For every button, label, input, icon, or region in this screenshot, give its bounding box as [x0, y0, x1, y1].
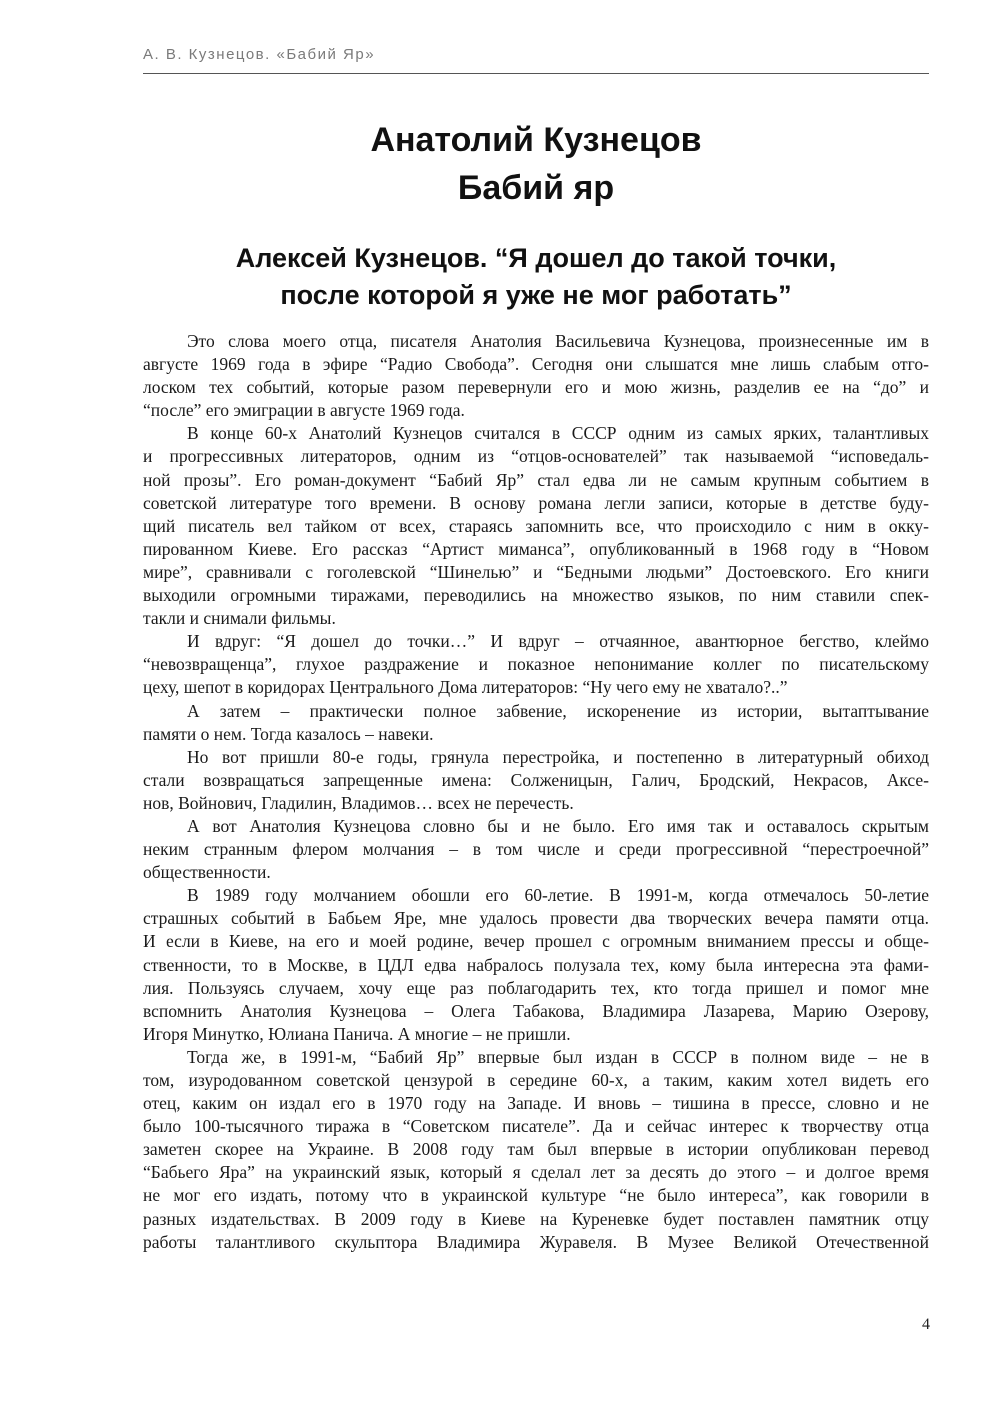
paragraph: [143, 815, 929, 884]
paragraph-line: пированном Киеве. Его рассказ “Артист миманса”, опубликованный в 1968 году в “Новом: [143, 538, 929, 559]
title-book: Бабий яр: [457, 169, 615, 207]
paragraph-line: “невозвращенца”, глухое раздражение и показное непонимание коллег по писательскому: [143, 654, 929, 675]
header-divider: [143, 73, 929, 74]
paragraph-line: мире”, сравнивали с гоголевской “Шинелью” и “Бедными людьми” Достоевского. Его книги: [143, 561, 929, 582]
paragraph-line: общественности.: [143, 862, 271, 883]
paragraph-line: В 1989 году молчанием обошли его 60-летие. В 1991-м, когда отмечалось 50-летие: [187, 885, 929, 906]
paragraph-line: нов, Войнович, Гладилин, Владимов… всех не перечесть.: [143, 792, 574, 813]
paragraph: [143, 700, 929, 746]
paragraph-line: “после” его эмиграции в августе 1969 года.: [143, 400, 465, 421]
paragraph-line: советской литературе того времени. В основу романа легли записи, которые в детстве буду-: [143, 492, 929, 513]
paragraph-line: Игоря Минутко, Юлиана Панича. А многие – не пришли.: [143, 1023, 571, 1044]
book-title: [143, 116, 929, 212]
paragraph-line: стали возвращаться запрещенные имена: Солженицын, Галич, Бродский, Некрасов, Аксе-: [143, 769, 929, 790]
paragraph: [143, 884, 929, 1046]
paragraph: [143, 630, 929, 699]
chapter-heading-line: после которой я уже не мог работать”: [280, 280, 792, 310]
paragraph-line: ной прозы”. Его роман-документ “Бабий Яр” стал едва ли не самым крупным событием в: [143, 469, 929, 490]
paragraph-line: не мог его издать, потому что в украинской культуре “не было интереса”, как говорили в: [143, 1185, 929, 1206]
paragraph-line: лия. Пользуясь случаем, хочу еще раз поблагодарить тех, кто тогда пришел и помог мне: [143, 977, 929, 998]
paragraph: [143, 422, 929, 630]
running-header: А. В. Кузнецов. «Бабий Яр»: [143, 46, 376, 63]
paragraph-line: такли и снимали фильмы.: [143, 608, 336, 629]
paragraph-line: Но вот пришли 80-е годы, грянула перестройка, и постепенно в литературный обиход: [187, 746, 929, 767]
paragraph: [143, 746, 929, 815]
paragraph-line: августе 1969 года в эфире “Радио Свобода”. Сегодня они слышатся мне лишь слабым отго-: [143, 354, 929, 375]
paragraph-line: Это слова моего отца, писателя Анатолия Васильевича Кузнецова, произнесенные им в: [187, 331, 929, 351]
paragraph-line: заметен скорее на Украине. В 2008 году там был впервые в истории опубликован перевод: [143, 1139, 929, 1160]
paragraph-line: страшных событий в Бабьем Яре, мне удалось провести два творческих вечера памяти отца.: [143, 908, 929, 929]
paragraph-line: выходили огромными тиражами, переводились на множество языков, по ним ставили спек-: [143, 585, 929, 606]
paragraph-line: И вдруг: “Я дошел до точки…” И вдруг – отчаянное, авантюрное бегство, клеймо: [187, 631, 929, 652]
paragraph-line: И если в Киеве, на его и моей родине, вечер прошел с огромным вниманием прессы и обще-: [143, 931, 929, 952]
paragraph-line: и прогрессивных литераторов, одним из “отцов-основателей” так называемой “исповедаль-: [143, 446, 929, 467]
paragraph-line: лоском тех событий, которые разом перевернули его и мою жизнь, разделив ее на “до” и: [143, 377, 929, 398]
chapter-heading-line: Алексей Кузнецов. “Я дошел до такой точки,: [235, 243, 837, 273]
paragraph-line: работы талантливого скульптора Владимира Журавеля. В Музее Великой Отечественной: [143, 1231, 929, 1252]
chapter-heading: [143, 240, 929, 314]
title-author: Анатолий Кузнецов: [370, 121, 702, 159]
paragraph-line: неким странным флером молчания – в том числе и среди прогрессивной “перестроечной”: [143, 839, 929, 860]
paragraph-line: памяти о нем. Тогда казалось – навеки.: [143, 723, 434, 744]
paragraph-line: вспомнить Анатолия Кузнецова – Олега Табакова, Владимира Лазарева, Марию Озерову,: [143, 1000, 929, 1021]
page-number: 4: [922, 1316, 930, 1333]
paragraph-line: ственности, то в Москве, в ЦДЛ едва набралось полузала тех, кому была интересна эта фами-: [143, 954, 929, 975]
paragraph-line: “Бабьего Яра” на украинский язык, который я сделал лет за десять до этого – и долгое время: [143, 1162, 929, 1183]
paragraph-line: том, изуродованном советской цензурой в середине 60-х, а таким, каким хотел видеть его: [143, 1070, 929, 1090]
paragraph-line: В конце 60-х Анатолий Кузнецов считался в СССР одним из самых ярких, талантливых: [187, 423, 929, 444]
paragraph-line: щий писатель вел тайком от всех, стараясь запомнить все, что происходило с ним в окку-: [143, 515, 929, 536]
paragraph-line: отец, каким он издал его в 1970 году на Западе. И вновь – тишина в прессе, словно и не: [143, 1093, 929, 1114]
paragraph: [143, 1046, 929, 1254]
paragraph-line: цеху, шепот в коридорах Центрального Дома литераторов: “Ну чего ему не хватало?..”: [143, 677, 788, 698]
paragraph: [143, 330, 929, 422]
paragraph-line: Тогда же, в 1991-м, “Бабий Яр” впервые был издан в СССР в полном виде – не в: [187, 1046, 929, 1067]
paragraph-line: А вот Анатолия Кузнецова словно бы и не было. Его имя так и оставалось скрытым: [187, 815, 929, 836]
body-text: [143, 330, 929, 1254]
paragraph-line: разных издательствах. В 2009 году в Киеве на Куреневке будет поставлен памятник отцу: [143, 1208, 929, 1229]
paragraph-line: А затем – практически полное забвение, искоренение из истории, вытаптывание: [187, 700, 929, 721]
paragraph-line: было 100-тысячного тиража в “Советском писателе”. Да и сейчас интерес к творчеству отца: [143, 1116, 929, 1137]
